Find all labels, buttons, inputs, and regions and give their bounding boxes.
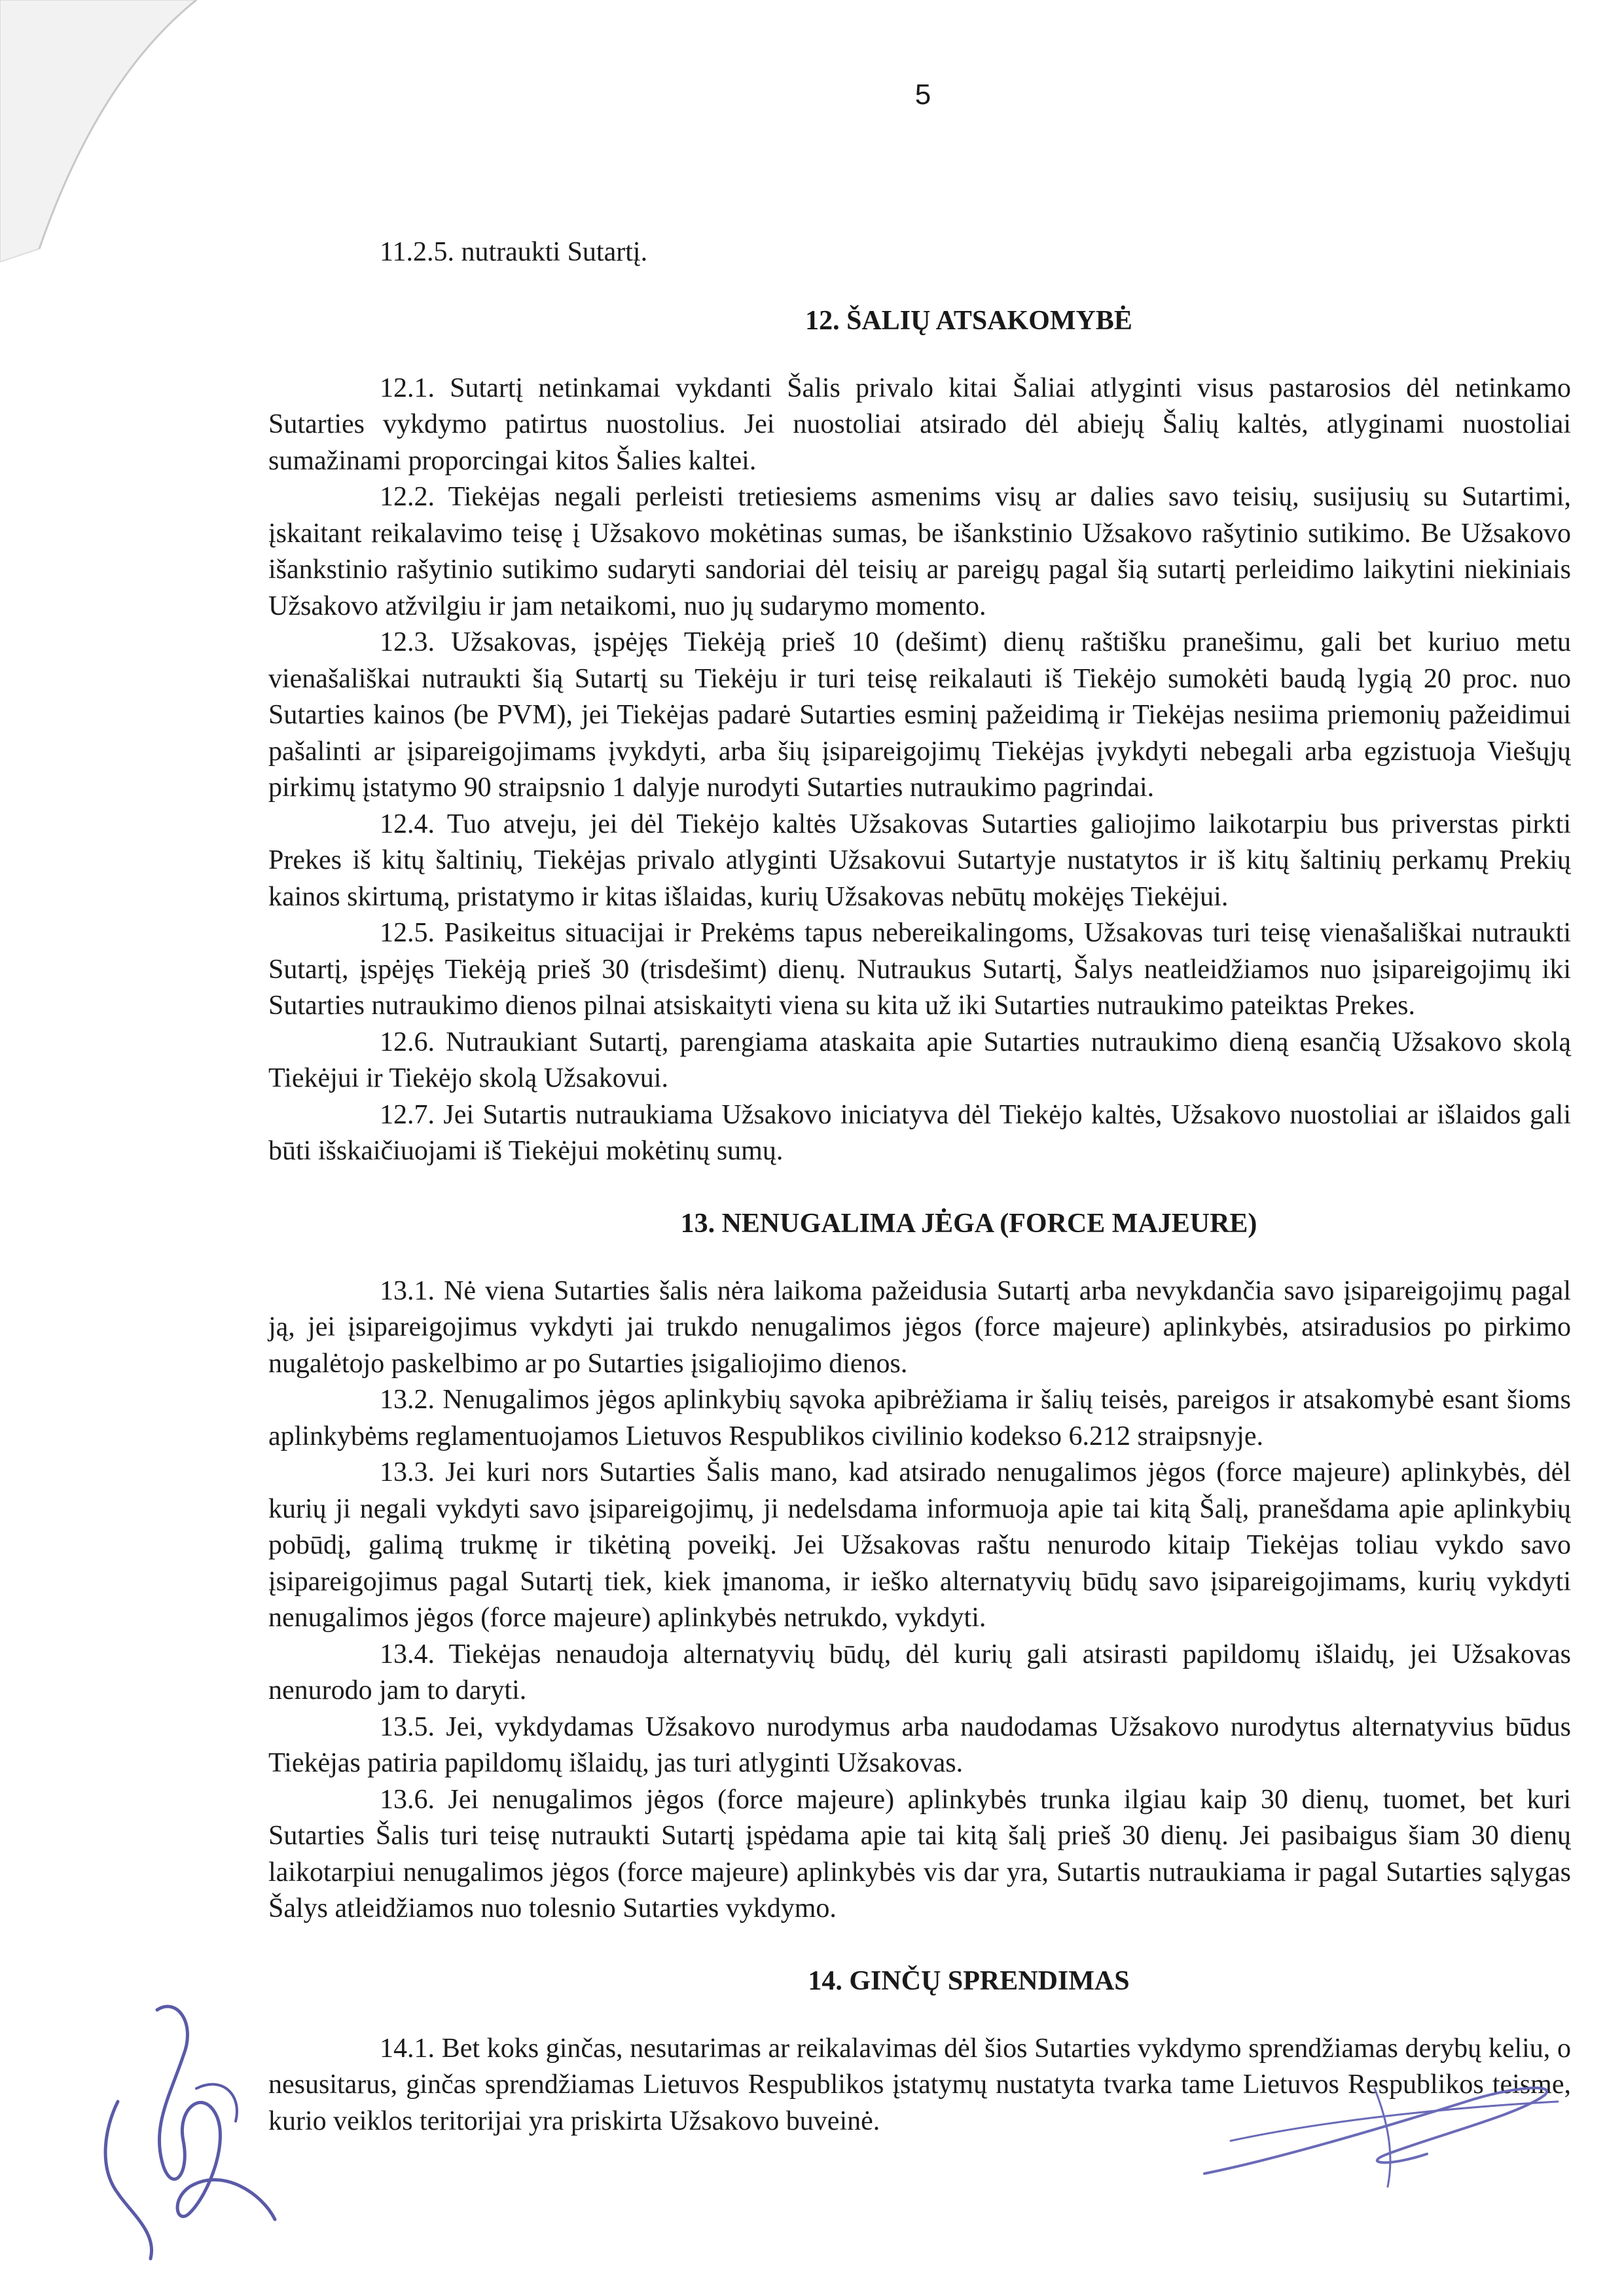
clause-12-7: 12.7. Jei Sutartis nutraukiama Užsakovo iniciatyva dėl Tiekėjo kaltės, Užsakovo nuostoliai ar išlaidos gali būti išskaičiuojami iš Tiekėjui mokėtinų sumų. [268, 1099, 1571, 1166]
clause-12-1: 12.1. Sutartį netinkamai vykdanti Šalis privalo kitai Šaliai atlyginti visus pastarosios dėl netinkamo Sutarties vykdymo patirtus nuostolius. Jei nuostoliai atsirado dėl abiejų Šalių kaltės, atlyginami nuostoliai sumažinami proporcingai kitos Šalies kaltei. [268, 373, 1571, 476]
clause-12-6: 12.6. Nutraukiant Sutartį, parengiama ataskaita apie Sutarties nutraukimo dieną esančią Užsakovo skolą Tiekėjui ir Tiekėjo skolą Užsakovui. [268, 1027, 1571, 1093]
clause-13-2: 13.2. Nenugalimos jėgos aplinkybių sąvoka apibrėžiama ir šalių teisės, pareigos ir atsakomybė esant šioms aplinkybėms reglamentuojamos Lietuvos Respublikos civilinio kodekso 6.212 straipsnyje. [268, 1385, 1571, 1451]
clause-13-6: 13.6. Jei nenugalimos jėgos (force majeure) aplinkybės trunka ilgiau kaip 30 dienų, tuomet, bet kuri Sutarties Šalis turi teisę nutraukti Sutartį įspėdama apie tai kitą šalį prieš 30 dienų. Jei pasibaigus šiam 30 dienų laikotarpiui nenugalimos jėgos (force majeure) aplinkybės vis dar yra, Sutartis nutraukiama ir pagal Sutarties sąlygas Šalys atleidžiamos nuo tolesnio Sutarties vykdymo. [268, 1784, 1571, 1923]
clause-13-1: 13.1. Nė viena Sutarties šalis nėra laikoma pažeidusia Sutartį arba nevykdančia savo įsipareigojimų pagal ją, jei įsipareigojimus vykdyti jai trukdo nenugalimos jėgos (force majeure) aplinkybės, atsiradusios po pirkimo nugalėtojo paskelbimo ar po Sutarties įsigaliojimo dienos. [268, 1275, 1571, 1379]
document-body [268, 234, 1571, 2140]
section-heading-14: 14. GINČŲ SPRENDIMAS [808, 1965, 1130, 1996]
clause-14-1: 14.1. Bet koks ginčas, nesutarimas ar reikalavimas dėl šios Sutarties vykdymo sprendžiamas derybų keliu, o nesusitarus, ginčas sprendžiamas Lietuvos Respublikos įstatymų nustatyta tvarka tame Lietuvos Respublikos teisme, kurio veiklos teritorijai yra priskirta Užsakovo buveinė. [268, 2033, 1571, 2136]
signature-left [79, 1997, 327, 2272]
clause-12-5: 12.5. Pasikeitus situacijai ir Prekėms tapus nebereikalingoms, Užsakovas turi teisę vienašališkai nutraukti Sutartį, įspėjęs Tiekėją prieš 30 (trisdešimt) dienų. Nutraukus Sutartį, Šalys neatleidžiamos nuo įsipareigojimų iki Sutarties nutraukimo dienos pilnai atsiskaityti viena su kita už iki Sutarties nutraukimo pateiktas Prekes. [268, 918, 1571, 1021]
page-number: 5 [914, 79, 931, 111]
signature-right [1191, 2062, 1571, 2193]
clause-12-2: 12.2. Tiekėjas negali perleisti tretiesiems asmenims visų ar dalies savo teisių, susijusių su Sutartimi, įskaitant reikalavimo teisę į Užsakovo mokėtinas sumas, be išankstinio Užsakovo rašytinio sutikimo. Be Užsakovo išankstinio rašytinio sutikimo sudaryti sandoriai dėl teisių ar pareigų pagal šią sutartį perleidimo laikytini niekiniais Užsakovo atžvilgiu ir jam netaikomi, nuo jų sudarymo momento. [268, 482, 1571, 621]
clause-13-4: 13.4. Tiekėjas nenaudoja alternatyvių būdų, dėl kurių gali atsirasti papildomų išlaidų, jei Užsakovas nenurodo jam to daryti. [268, 1639, 1571, 1705]
section-heading-13: 13. NENUGALIMA JĖGA (FORCE MAJEURE) [680, 1208, 1257, 1239]
clause-12-3: 12.3. Užsakovas, įspėjęs Tiekėją prieš 10 (dešimt) dienų raštišku pranešimu, gali bet kuriuo metu vienašališkai nutraukti šią Sutartį su Tiekėju ir turi teisę reikalauti iš Tiekėjo sumokėti baudą lygią 20 proc. nuo Sutarties kainos (be PVM), jei Tiekėjas padarė Sutarties esminį pažeidimą ir Tiekėjas nesiima priemonių pažeidimui pašalinti ar įsipareigojimams įvykdyti, arba šių įsipareigojimų Tiekėjas įvykdyti nebegali arba egzistuoja Viešųjų pirkimų įstatymo 90 straipsnio 1 dalyje nurodyti Sutarties nutraukimo pagrindai. [268, 627, 1571, 803]
clause-13-3: 13.3. Jei kuri nors Sutarties Šalis mano, kad atsirado nenugalimos jėgos (force majeure) aplinkybės, dėl kurių ji negali vykdyti savo įsipareigojimų, ji nedelsdama informuoja apie tai kitą Šalį, pranešdama apie aplinkybių pobūdį, galimą trukmę ir tikėtiną poveikį. Jei Užsakovas raštu nenurodo kitaip Tiekėjas toliau vykdo savo įsipareigojimus pagal Sutartį tiek, kiek įmanoma, ir ieško alternatyvių būdų savo įsipareigojimams, kurių vykdyti nenugalimos jėgos (force majeure) aplinkybės netrukdo, vykdyti. [268, 1457, 1571, 1633]
clause-12-4: 12.4. Tuo atveju, jei dėl Tiekėjo kaltės Užsakovas Sutarties galiojimo laikotarpiu bus priverstas pirkti Prekes iš kitų šaltinių, Tiekėjas privalo atlyginti Užsakovui Sutartyje nustatytos ir iš kitų šaltinių perkamų Prekių kainos skirtumą, pristatymo ir kitas išlaidas, kurių Užsakovas nebūtų mokėjęs Tiekėjui. [268, 809, 1571, 912]
clause-13-5: 13.5. Jei, vykdydamas Užsakovo nurodymus arba naudodamas Užsakovo nurodytus alternatyvius būdus Tiekėjas patiria papildomų išlaidų, jas turi atlyginti Užsakovas. [268, 1711, 1571, 1778]
clause-11-2-5: 11.2.5. nutraukti Sutartį. [380, 237, 648, 267]
section-heading-12: 12. ŠALIŲ ATSAKOMYBĖ [805, 305, 1132, 336]
page-corner-fold [0, 0, 275, 275]
